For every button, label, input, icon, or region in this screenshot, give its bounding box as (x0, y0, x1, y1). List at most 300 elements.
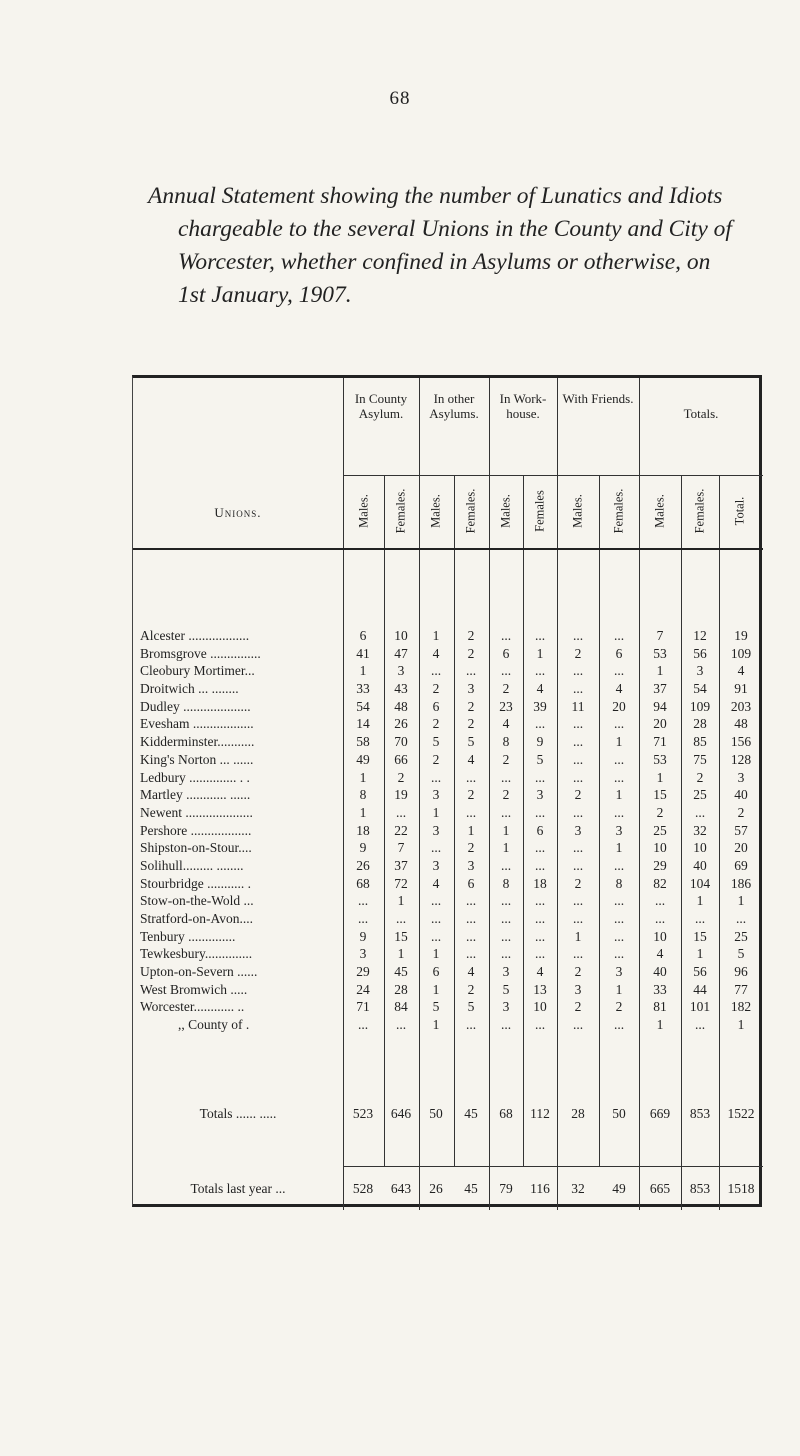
table-cell: ... (500, 1017, 512, 1033)
table-cell: 8 (359, 787, 367, 803)
table-cell: 10 (653, 840, 667, 856)
table-cell: 4 (467, 751, 475, 767)
union-name: West Bromwich ..... (140, 981, 248, 997)
table-cell: ... (735, 911, 747, 926)
table-row (133, 999, 763, 1017)
table-cell: ... (534, 911, 546, 926)
table-cell: 853 (689, 1106, 711, 1121)
table-cell: ... (465, 946, 477, 962)
table-cell: 32 (693, 822, 707, 838)
table-cell: 25 (653, 822, 667, 838)
table-cell: 28 (394, 981, 408, 997)
table-cell: 25 (693, 787, 707, 803)
table-cell: 75 (693, 751, 707, 767)
table-cell: 1 (432, 1017, 440, 1033)
table-cell: ... (465, 663, 477, 679)
table-cell: ... (613, 751, 625, 767)
table-cell: 20 (653, 716, 667, 732)
table-cell: 2 (502, 751, 510, 767)
table-cell: 8 (615, 875, 623, 891)
table-cell: 66 (394, 751, 408, 767)
table-cell: ... (465, 804, 477, 820)
table-cell: 5 (502, 981, 510, 997)
table-cell: ... (534, 928, 546, 944)
table-cell: 1 (574, 928, 582, 944)
table-cell: 1518 (727, 1181, 755, 1196)
table-cell: ... (572, 734, 584, 750)
table-cell: 2 (467, 840, 475, 856)
union-name: Shipston-on-Stour.... (140, 840, 252, 856)
table-cell: ... (357, 911, 369, 926)
table-cell: ... (534, 628, 546, 643)
table-cell: 68 (356, 875, 370, 891)
table-cell: ... (572, 751, 584, 767)
table-cell: 1 (615, 981, 623, 997)
table-cell: 22 (394, 822, 408, 838)
table-cell: 2 (467, 787, 475, 803)
table-cell: ... (500, 628, 512, 643)
table-cell: 2 (467, 698, 475, 714)
table-cell: ... (572, 663, 584, 679)
table-row (133, 893, 763, 911)
table-cell: 1 (696, 893, 704, 909)
table-cell: 1522 (727, 1106, 755, 1121)
table-cell: 1 (359, 769, 367, 785)
subheader-cell: Females. (692, 488, 707, 534)
table-cell: 4 (502, 716, 510, 732)
table-cell: 4 (536, 964, 544, 980)
title-line-1: Annual Statement showing the number of Lunatics and Idiots (148, 183, 723, 209)
table-cell: 2 (656, 804, 664, 820)
union-name: ,, County of . (178, 1017, 250, 1033)
union-name: Dudley .................... (140, 698, 251, 714)
table-cell: ... (613, 769, 625, 785)
table-cell: 29 (653, 857, 667, 873)
header-rule (133, 548, 763, 550)
table-cell: ... (654, 911, 666, 926)
table-cell: 3 (467, 857, 475, 873)
table-cell: ... (395, 1017, 407, 1033)
table-cell: 26 (394, 716, 408, 732)
table-cell: 3 (397, 663, 405, 679)
table-cell: 1 (397, 946, 405, 962)
table-cell: 1 (536, 645, 544, 661)
table-cell: ... (534, 663, 546, 679)
table-cell: 2 (432, 751, 440, 767)
table-cell: 182 (730, 999, 752, 1015)
table-cell: 15 (653, 787, 667, 803)
union-name: Tenbury .............. (140, 928, 236, 944)
table-cell: 4 (656, 946, 664, 962)
table-cell: ... (465, 769, 477, 785)
table-cell: 8 (502, 734, 510, 750)
table-cell: 10 (693, 840, 707, 856)
table-cell: 28 (693, 716, 707, 732)
table-cell: 3 (432, 787, 440, 803)
table-row (133, 628, 763, 646)
table-cell: 1 (615, 734, 623, 750)
table-cell: ... (572, 946, 584, 962)
table-cell: ... (395, 911, 407, 926)
table-cell: ... (572, 911, 584, 926)
table-cell: ... (534, 840, 546, 856)
table-cell: 33 (356, 681, 370, 697)
table-cell: 84 (394, 999, 408, 1015)
table-cell: 11 (571, 698, 585, 714)
table-cell: ... (654, 893, 666, 909)
table-cell: 203 (730, 698, 752, 714)
table-cell: 8 (502, 875, 510, 891)
title-line-4: 1st January, 1907. (178, 282, 352, 308)
table-cell: 1 (502, 822, 510, 838)
table-cell: 104 (689, 875, 711, 891)
union-name: Bromsgrove ............... (140, 645, 261, 661)
table-cell: ... (572, 893, 584, 909)
table-cell: 13 (533, 981, 547, 997)
table-cell: 1 (432, 628, 440, 643)
table-cell: 1 (467, 822, 475, 838)
page-title (148, 180, 768, 312)
table-cell: 81 (653, 999, 667, 1015)
table-cell: 19 (734, 628, 748, 643)
table-cell: 56 (693, 964, 707, 980)
table-row (133, 964, 763, 982)
table-cell: 53 (653, 645, 667, 661)
table-cell: 1 (359, 663, 367, 679)
table-cell: ... (534, 804, 546, 820)
table-cell: 1 (432, 981, 440, 997)
table-cell: 669 (649, 1106, 671, 1121)
table-cell: ... (500, 893, 512, 909)
table-cell: ... (613, 716, 625, 732)
table-row (133, 911, 763, 929)
table-cell: 1 (656, 769, 664, 785)
table-cell: ... (534, 857, 546, 873)
table-cell: 3 (502, 964, 510, 980)
table-cell: ... (613, 893, 625, 909)
table-cell: 57 (734, 822, 748, 838)
table-cell: ... (500, 769, 512, 785)
table-cell: 4 (737, 663, 745, 679)
table-cell: 20 (734, 840, 748, 856)
table-cell: 2 (696, 769, 704, 785)
table-cell: 1 (696, 946, 704, 962)
table-cell: ... (613, 911, 625, 926)
table-cell: 3 (432, 822, 440, 838)
table-cell: 112 (530, 1106, 550, 1121)
table-cell: ... (572, 857, 584, 873)
table-cell: 2 (502, 787, 510, 803)
table-cell: 7 (656, 628, 664, 643)
table-cell: 3 (536, 787, 544, 803)
totals-label: Totals last year ... (190, 1181, 286, 1196)
table-cell: ... (572, 628, 584, 643)
table-cell: 186 (730, 875, 752, 891)
table-cell: 15 (394, 928, 408, 944)
table-cell: 53 (653, 751, 667, 767)
table-cell: 1 (432, 804, 440, 820)
table-cell: 528 (352, 1181, 374, 1196)
union-name: Worcester............ .. (140, 999, 245, 1015)
table-cell: ... (534, 946, 546, 962)
table-cell: 19 (394, 787, 408, 803)
table-cell: 45 (464, 1181, 478, 1196)
union-name: Martley ............ ...... (140, 787, 251, 803)
subheader-cell: Males. (498, 494, 513, 528)
table-cell: 70 (394, 734, 408, 750)
table-row (133, 734, 763, 752)
table-row (133, 840, 763, 858)
table-cell: 9 (359, 840, 367, 856)
table-cell: 109 (689, 698, 711, 714)
table-cell: 10 (653, 928, 667, 944)
table-cell: 96 (734, 964, 748, 980)
table-row (133, 716, 763, 734)
group-header-county-asylum: In County Asylum. (354, 391, 408, 421)
table-cell: 29 (356, 964, 370, 980)
table-cell: ... (465, 1017, 477, 1033)
table-cell: ... (613, 1017, 625, 1033)
table-row (133, 805, 763, 823)
table-cell: 4 (536, 681, 544, 697)
table-cell: ... (613, 628, 625, 643)
table-cell: ... (395, 804, 407, 820)
table-cell: 47 (394, 645, 408, 661)
union-name: King's Norton ... ...... (140, 751, 254, 767)
table-cell: 79 (499, 1181, 513, 1196)
group-header-totals: Totals. (683, 406, 719, 421)
table-cell: 91 (734, 681, 748, 697)
subheader-cell: Males. (356, 494, 371, 528)
table-row (133, 876, 763, 894)
subheader-cell: Females. (611, 488, 626, 534)
table-cell: 26 (356, 857, 370, 873)
table-cell: 853 (689, 1181, 711, 1196)
table-row (133, 1017, 763, 1035)
table-cell: 1 (502, 840, 510, 856)
table-cell: 1 (737, 1017, 745, 1033)
table-row (133, 770, 763, 788)
subheader-cell: Males. (652, 494, 667, 528)
totals-label: Totals ...... ..... (199, 1106, 277, 1121)
table-cell: 77 (734, 981, 748, 997)
table-cell: ... (500, 804, 512, 820)
table-cell: 3 (615, 964, 623, 980)
table-cell: 28 (571, 1106, 585, 1121)
table-row (133, 681, 763, 699)
table-cell: 6 (615, 645, 623, 661)
table-cell: ... (500, 857, 512, 873)
table-cell: 9 (536, 734, 544, 750)
table-cell: 6 (502, 645, 510, 661)
table-cell: 2 (432, 716, 440, 732)
table-row (133, 929, 763, 947)
table-cell: 15 (693, 928, 707, 944)
table-cell: 3 (615, 822, 623, 838)
unions-header: Unions. (214, 505, 262, 520)
table-cell: ... (500, 946, 512, 962)
table-cell: 6 (536, 822, 544, 838)
table-cell: ... (534, 769, 546, 785)
table-cell: 2 (574, 787, 582, 803)
table-cell: ... (430, 840, 442, 856)
table-cell: ... (430, 769, 442, 785)
table-cell: 1 (615, 787, 623, 803)
table-cell: ... (465, 911, 477, 926)
table-cell: 6 (432, 964, 440, 980)
table-cell: 2 (467, 628, 475, 643)
table-cell: 6 (432, 698, 440, 714)
table-cell: 101 (689, 999, 711, 1015)
table-cell: 3 (502, 999, 510, 1015)
table-cell: ... (430, 928, 442, 944)
group-header-workhouse: In Work-house. (499, 391, 547, 421)
table-cell: 2 (574, 999, 582, 1015)
table-cell: 2 (502, 681, 510, 697)
union-name: Pershore .................. (140, 822, 252, 838)
table-cell: 25 (734, 928, 748, 944)
table-cell: ... (613, 804, 625, 820)
table-cell: 3 (574, 981, 582, 997)
table-cell: ... (500, 928, 512, 944)
union-name: Stratford-on-Avon.... (140, 911, 253, 926)
table-cell: ... (613, 663, 625, 679)
table-cell: 4 (615, 681, 623, 697)
table-cell: 32 (571, 1181, 585, 1196)
table-cell: ... (357, 1017, 369, 1033)
table-cell: ... (534, 716, 546, 732)
table-body (133, 628, 763, 1035)
table-cell: 2 (574, 875, 582, 891)
table-cell: 68 (499, 1106, 513, 1121)
union-name: Solihull......... ........ (140, 857, 244, 873)
table-cell: 33 (653, 981, 667, 997)
table-cell: 48 (394, 698, 408, 714)
table-cell: 40 (734, 787, 748, 803)
table-cell: 54 (693, 681, 707, 697)
table-cell: 4 (432, 645, 440, 661)
subheader-cell: Females. (463, 488, 478, 534)
table-cell: 2 (574, 964, 582, 980)
union-name: Stow-on-the-Wold ... (140, 893, 254, 909)
table-cell: ... (572, 716, 584, 732)
table-cell: 156 (730, 734, 752, 750)
table-cell: ... (500, 663, 512, 679)
table-row (133, 946, 763, 964)
union-name: Kidderminster........... (140, 734, 255, 750)
table-cell: 643 (390, 1181, 412, 1196)
table-cell: 10 (533, 999, 547, 1015)
table-cell: ... (465, 928, 477, 944)
table-cell: 10 (394, 628, 408, 643)
union-name: Newent .................... (140, 804, 253, 820)
table-row (133, 752, 763, 770)
table-cell: 43 (394, 681, 408, 697)
table-row (133, 663, 763, 681)
table-cell: 4 (467, 964, 475, 980)
table-cell: 7 (397, 840, 405, 856)
group-header-with-friends: With Friends. (562, 391, 634, 406)
table-cell: 40 (653, 964, 667, 980)
table-cell: 26 (429, 1181, 443, 1196)
table-cell: 665 (649, 1181, 671, 1196)
table-cell: 50 (612, 1106, 626, 1121)
table-cell: 2 (467, 716, 475, 732)
table-cell: 56 (693, 645, 707, 661)
table-cell: 1 (359, 804, 367, 820)
table-cell: 2 (615, 999, 623, 1015)
table-cell: ... (613, 946, 625, 962)
table-cell: 58 (356, 734, 370, 750)
subheader-cell: Females. (393, 488, 408, 534)
table-cell: 37 (653, 681, 667, 697)
table-cell: 646 (390, 1106, 412, 1121)
table-cell: ... (534, 1017, 546, 1033)
table-cell: 44 (693, 981, 707, 997)
table-cell: 9 (359, 928, 367, 944)
table-cell: 523 (352, 1106, 374, 1121)
table-cell: 1 (432, 946, 440, 962)
table-cell: ... (572, 840, 584, 856)
table-cell: 1 (615, 840, 623, 856)
table-cell: 5 (536, 751, 544, 767)
table-cell: ... (500, 911, 512, 926)
table-cell: 5 (737, 946, 745, 962)
table-cell: ... (430, 893, 442, 909)
union-name: Upton-on-Severn ...... (140, 964, 258, 980)
union-name: Tewkesbury.............. (140, 946, 253, 962)
table-cell: 49 (612, 1181, 626, 1196)
table-cell: 94 (653, 698, 667, 714)
table-cell: 109 (730, 645, 752, 661)
table-cell: ... (572, 1017, 584, 1033)
table-cell: 3 (359, 946, 367, 962)
title-line-3: Worcester, whether confined in Asylums or otherwise, on (178, 249, 711, 275)
totals-rule (343, 1166, 763, 1167)
table-row (133, 823, 763, 841)
table-cell: 1 (737, 893, 745, 909)
table-cell: 2 (467, 981, 475, 997)
title-line-2: chargeable to the several Unions in the County and City of (178, 216, 732, 242)
table-cell: 85 (693, 734, 707, 750)
table-cell: ... (572, 681, 584, 697)
table-cell: 41 (356, 645, 370, 661)
table-cell: 5 (467, 734, 475, 750)
table-cell: 18 (356, 822, 370, 838)
table-cell: 54 (356, 698, 370, 714)
table-cell: 6 (359, 628, 367, 643)
union-name: Alcester .................. (140, 628, 250, 643)
table-cell: 116 (530, 1181, 550, 1196)
table-cell: ... (572, 804, 584, 820)
table-row (133, 787, 763, 805)
table-cell: 69 (734, 857, 748, 873)
table-cell: ... (613, 857, 625, 873)
table-cell: 2 (432, 681, 440, 697)
table-cell: ... (465, 893, 477, 909)
subheader-cell: Total. (732, 496, 747, 526)
union-name: Stourbridge ........... . (140, 875, 251, 891)
table-row (133, 699, 763, 717)
table-cell: 2 (397, 769, 405, 785)
table-cell: ... (534, 893, 546, 909)
table-cell: ... (694, 804, 706, 820)
subheader-cell: Males. (428, 494, 443, 528)
union-name: Cleobury Mortimer... (140, 663, 255, 679)
table-cell: 37 (394, 857, 408, 873)
table-cell: 72 (394, 875, 408, 891)
table-cell: 4 (432, 875, 440, 891)
